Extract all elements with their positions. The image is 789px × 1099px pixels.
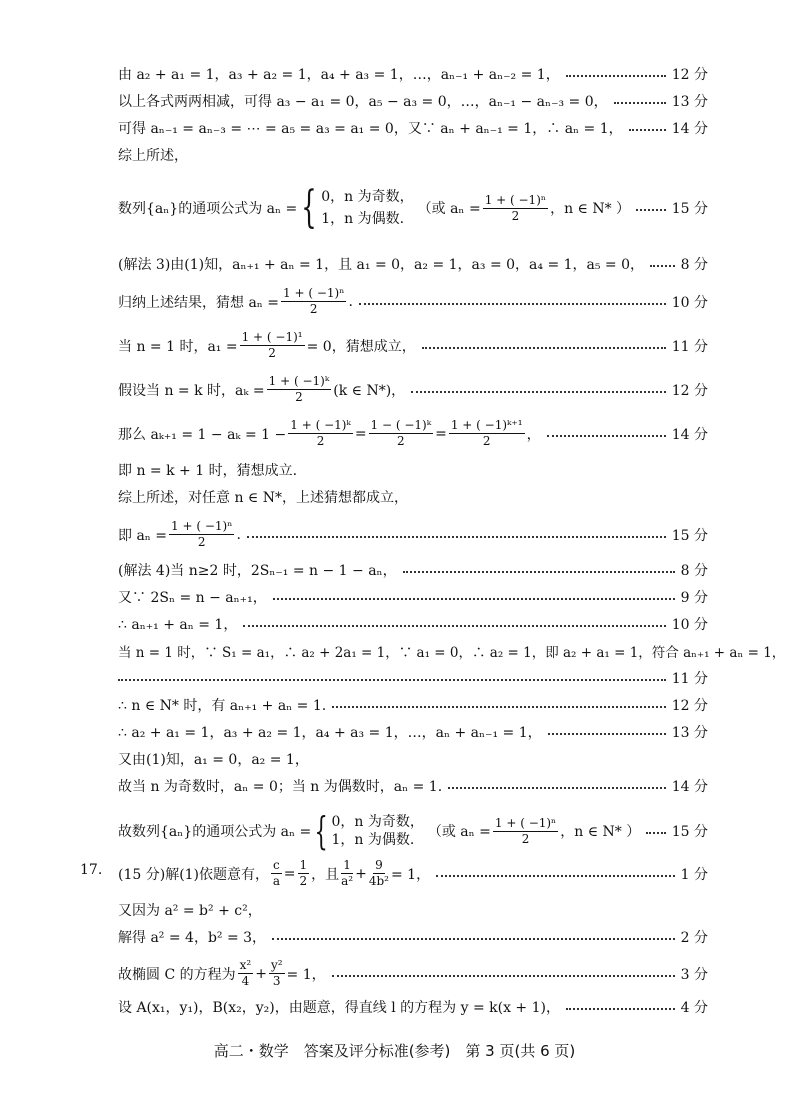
solution-line xyxy=(118,487,708,507)
numerator: x² xyxy=(239,958,252,972)
dot-leader xyxy=(273,598,675,600)
line-text: (解法 3)由(1)知，aₙ₊₁ + aₙ = 1，且 a₁ = 0，a₂ = 1，a₃ = 0，a₄ = 1，a₅ = 0， xyxy=(118,257,645,273)
score-mark: 13 分 xyxy=(671,725,708,741)
solution-line xyxy=(118,858,708,889)
fraction xyxy=(267,374,332,405)
numerator: 1 − ( −1)ᵏ xyxy=(370,418,432,432)
numerator: y² xyxy=(270,958,283,972)
numerator: 1 + ( −1)ⁿ xyxy=(171,519,233,533)
solution-line xyxy=(118,91,708,111)
line-text: 综上所述， xyxy=(118,148,188,164)
score-mark: 4 分 xyxy=(680,1000,708,1016)
case-even: 1，n 为偶数. xyxy=(331,832,415,848)
dot-leader xyxy=(247,536,666,538)
solution-line xyxy=(118,286,708,317)
left-brace: { xyxy=(314,809,329,853)
plus-sign: + xyxy=(355,865,367,882)
score-mark: 8 分 xyxy=(680,257,708,273)
solution-line xyxy=(118,330,708,361)
general-term-formula xyxy=(118,182,708,233)
score-mark: 13 分 xyxy=(671,94,708,110)
line-text: 当 n = 1 时，a₁ = xyxy=(118,338,238,355)
line-text: . xyxy=(348,293,353,310)
denominator: 3 xyxy=(272,974,281,988)
fraction xyxy=(369,858,389,889)
line-text: 假设当 n = k 时，aₖ = xyxy=(118,382,265,399)
line-text: 故当 n 为奇数时，aₙ = 0；当 n 为偶数时，aₙ = 1. xyxy=(118,779,443,795)
solution-line xyxy=(118,749,708,769)
solution-line xyxy=(118,145,708,165)
line-text: (15 分)解(1)依题意有， xyxy=(118,866,270,883)
line-text: (解法 4)当 n≥2 时，2Sₙ₋₁ = n − 1 − aₙ， xyxy=(118,563,397,579)
line-text: 又由(1)知，a₁ = 0，a₂ = 1， xyxy=(118,752,309,768)
alt-suffix: ，n ∈ N* ） xyxy=(550,201,631,217)
dot-leader xyxy=(411,391,666,393)
score-mark: 11 分 xyxy=(671,338,708,355)
line-text: ， xyxy=(526,426,541,443)
dot-leader xyxy=(646,832,665,834)
score-mark: 15 分 xyxy=(671,527,708,544)
denominator: 2 xyxy=(268,346,276,360)
general-term-formula xyxy=(118,809,708,853)
solution-line xyxy=(118,418,708,449)
dot-leader xyxy=(566,75,666,77)
fraction xyxy=(288,418,353,449)
dot-leader xyxy=(650,265,675,267)
numerator: 1 + ( −1)ⁿ xyxy=(494,815,557,830)
solution-line xyxy=(118,997,708,1017)
solution-line xyxy=(118,695,708,715)
formula-prefix: 数列{aₙ}的通项公式为 aₙ = xyxy=(118,201,298,217)
score-mark: 15 分 xyxy=(671,824,708,840)
numerator: 1 + ( −1)ᵏ⁺¹ xyxy=(450,418,523,432)
score-mark: 10 分 xyxy=(671,294,708,311)
fraction xyxy=(271,858,282,889)
score-mark: 15 分 xyxy=(671,201,708,217)
score-mark: 12 分 xyxy=(671,382,708,399)
dot-leader xyxy=(332,706,666,708)
denominator: 2 xyxy=(309,302,318,316)
score-mark: 14 分 xyxy=(671,779,708,795)
solution-line xyxy=(118,118,708,138)
line-text: . xyxy=(236,526,241,543)
score-mark: 10 分 xyxy=(671,617,708,633)
page-footer: 高二・数学 答案及评分标准(参考) 第 3 页(共 6 页) xyxy=(213,1042,576,1060)
numerator: 1 + ( −1)ᵏ xyxy=(290,418,351,432)
score-mark: 14 分 xyxy=(671,121,708,137)
numerator: 1 xyxy=(299,858,308,872)
numerator: 1 + ( −1)ⁿ xyxy=(283,286,345,300)
solution-line xyxy=(118,776,708,796)
alt-suffix: ，n ∈ N* ） xyxy=(560,824,641,840)
solution-line xyxy=(118,519,708,550)
line-text: = 1， xyxy=(286,966,326,983)
fraction xyxy=(169,519,234,550)
score-mark: 9 分 xyxy=(680,590,708,606)
denominator: 2 xyxy=(482,434,491,448)
solution-line xyxy=(118,64,708,84)
solution-line xyxy=(118,460,708,480)
denominator: a xyxy=(272,874,280,888)
dot-leader xyxy=(629,129,666,131)
fraction xyxy=(369,418,434,449)
solution-line xyxy=(118,254,708,274)
numerator: 1 + ( −1)ⁿ xyxy=(484,192,547,207)
solution-line xyxy=(118,900,708,920)
piecewise-cases xyxy=(321,186,413,230)
case-odd: 0，n 为奇数， xyxy=(331,814,424,830)
solution-line xyxy=(118,722,708,742)
solution-line xyxy=(118,560,708,580)
line-text: 设 A(x₁，y₁)，B(x₂，y₂)，由题意，得直线 l 的方程为 y = k(x + 1)， xyxy=(118,1000,560,1016)
solution-line xyxy=(118,614,708,634)
line-text: ∴ n ∈ N* 时，有 aₙ₊₁ + aₙ = 1. xyxy=(118,698,327,714)
line-text: 又因为 a² = b² + c²， xyxy=(118,903,262,919)
numerator: 1 xyxy=(343,858,351,872)
score-mark: 3 分 xyxy=(680,966,708,983)
solution-line xyxy=(118,587,708,607)
score-mark: 14 分 xyxy=(671,426,708,443)
line-text: 当 n = 1 时，∵ S₁ = a₁，∴ a₂ + 2a₁ = 1，∵ a₁ = 0，∴ a₂ = 1，即 a₂ + a₁ = 1，符合 aₙ₊₁ + aₙ = 1， xyxy=(118,645,786,661)
line-text: = 0，猜想成立， xyxy=(306,338,416,355)
formula-prefix: 故数列{aₙ}的通项公式为 aₙ = xyxy=(118,824,312,840)
solution-line xyxy=(118,927,708,947)
denominator: 2 xyxy=(316,434,325,448)
denominator: 4b² xyxy=(368,874,389,888)
denominator: 2 xyxy=(197,535,206,549)
plus-sign: + xyxy=(255,965,267,982)
dot-leader xyxy=(118,679,666,681)
fraction xyxy=(493,816,558,847)
dot-leader xyxy=(548,733,666,735)
numerator: 9 xyxy=(375,858,383,872)
case-even: 1，n 为偶数. xyxy=(321,211,405,227)
equals-sign: = xyxy=(354,425,367,442)
dot-leader xyxy=(332,975,675,977)
line-text: 即 n = k + 1 时，猜想成立. xyxy=(118,463,298,479)
dot-leader xyxy=(436,875,675,877)
fraction xyxy=(341,858,353,889)
fraction xyxy=(483,193,548,224)
line-text: 即 aₙ = xyxy=(118,527,168,544)
dot-leader xyxy=(636,209,666,211)
numerator: 1 + ( −1)¹ xyxy=(241,330,303,344)
alt-prefix: （或 aₙ = xyxy=(417,201,481,217)
dot-leader xyxy=(422,347,666,349)
fraction xyxy=(298,858,310,889)
line-text: 归纳上述结果，猜想 aₙ = xyxy=(118,294,280,311)
line-text: 以上各式两两相减，可得 a₃ − a₁ = 0，a₅ − a₃ = 0，…，aₙ₋₁ − aₙ₋₃ = 0， xyxy=(118,94,608,110)
line-text: 可得 aₙ₋₁ = aₙ₋₃ = ⋯ = a₅ = a₃ = a₁ = 0，又∵ aₙ + aₙ₋₁ = 1，∴ aₙ = 1， xyxy=(118,121,623,137)
score-mark: 1 分 xyxy=(680,866,708,883)
fraction xyxy=(269,958,285,989)
denominator: 2 xyxy=(295,390,303,404)
fraction xyxy=(240,330,305,361)
case-odd: 0，n 为奇数， xyxy=(321,189,414,205)
left-brace: { xyxy=(301,182,317,233)
line-text: 综上所述，对任意 n ∈ N*，上述猜想都成立， xyxy=(118,490,408,506)
numerator: 1 + ( −1)ᵏ xyxy=(268,374,330,388)
dot-leader xyxy=(566,1008,675,1010)
question-number: 17. xyxy=(80,862,103,878)
piecewise-cases xyxy=(331,813,423,849)
numerator: c xyxy=(273,858,280,872)
equals-sign: = xyxy=(435,425,447,442)
dot-leader xyxy=(448,787,666,789)
denominator: 2 xyxy=(521,831,530,846)
line-text: 解得 a² = 4，b² = 3， xyxy=(118,930,267,946)
solution-line xyxy=(118,374,708,405)
dot-leader xyxy=(272,938,675,940)
score-mark: 12 分 xyxy=(671,67,708,83)
line-text: (k ∈ N*)， xyxy=(333,382,406,399)
denominator: 2 xyxy=(397,434,405,448)
fraction xyxy=(238,958,254,989)
line-text: = 1， xyxy=(390,866,431,883)
line-text: 又∵ 2Sₙ = n − aₙ₊₁， xyxy=(118,590,267,606)
score-mark: 12 分 xyxy=(671,698,708,714)
fraction xyxy=(281,286,346,317)
solution-line xyxy=(118,668,708,688)
denominator: 2 xyxy=(299,874,308,888)
solution-line xyxy=(118,958,708,989)
line-text: 故椭圆 C 的方程为 xyxy=(118,966,236,983)
equals-sign: = xyxy=(283,865,296,882)
line-text: 由 a₂ + a₁ = 1，a₃ + a₂ = 1，a₄ + a₃ = 1，…，aₙ₋₁ + aₙ₋₂ = 1， xyxy=(118,67,560,83)
denominator: 2 xyxy=(511,208,520,223)
dot-leader xyxy=(403,571,675,573)
dot-leader xyxy=(359,303,666,305)
score-mark: 8 分 xyxy=(680,563,708,579)
line-text: ∴ a₂ + a₁ = 1，a₃ + a₂ = 1，a₄ + a₃ = 1，…，aₙ + aₙ₋₁ = 1， xyxy=(118,725,542,741)
denominator: 4 xyxy=(241,974,250,988)
dot-leader xyxy=(243,625,665,627)
line-text: ，且 xyxy=(311,866,340,883)
denominator: a² xyxy=(341,874,354,888)
line-text: ∴ aₙ₊₁ + aₙ = 1， xyxy=(118,617,238,633)
alt-prefix: （或 aₙ = xyxy=(427,824,491,840)
dot-leader xyxy=(614,102,666,104)
line-text: 那么 aₖ₊₁ = 1 − aₖ = 1 − xyxy=(118,426,287,443)
fraction xyxy=(449,418,525,449)
dot-leader xyxy=(547,435,666,437)
score-mark: 11 分 xyxy=(671,671,708,687)
score-mark: 2 分 xyxy=(680,930,708,946)
solution-line xyxy=(118,641,786,661)
